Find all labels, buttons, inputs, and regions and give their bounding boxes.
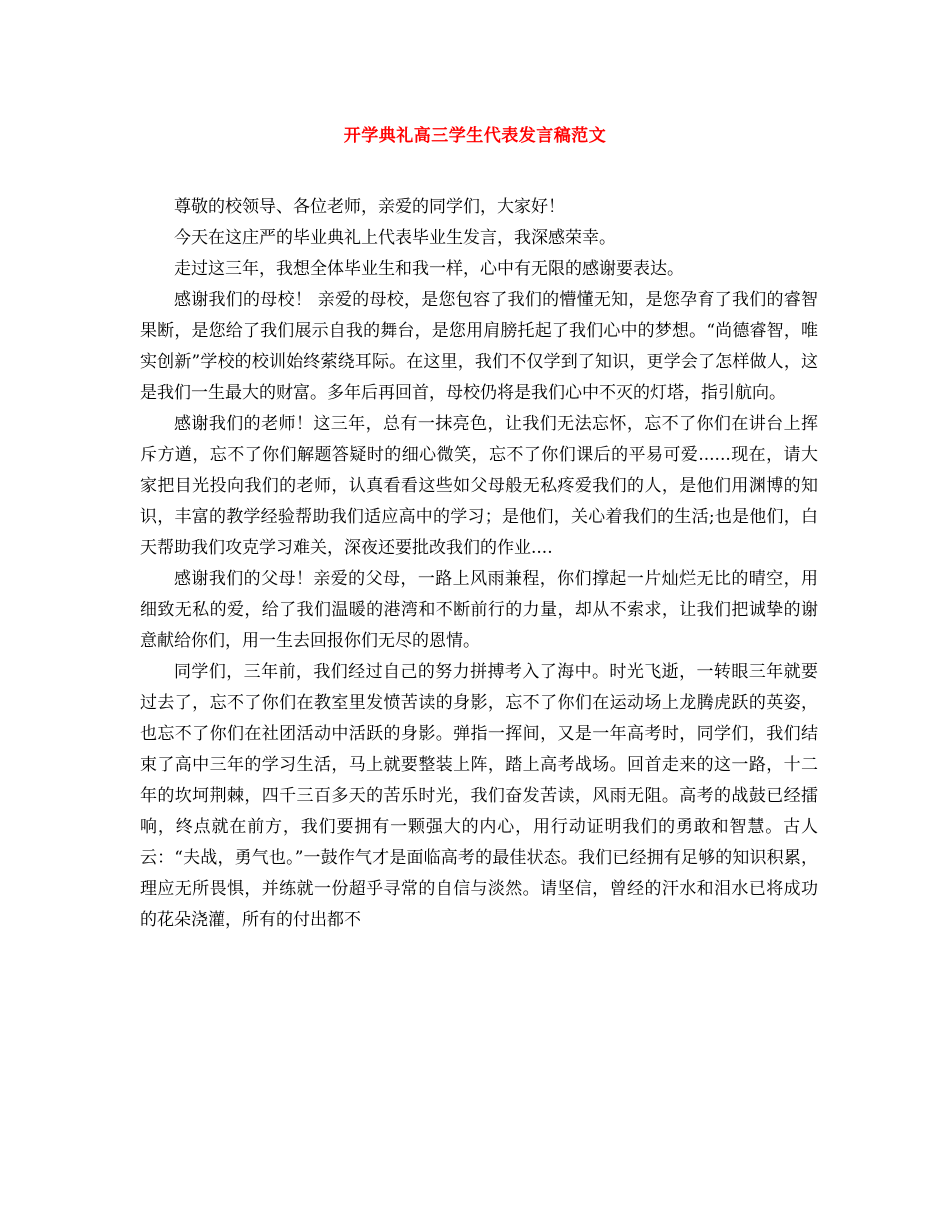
paragraph-greeting: 尊敬的校领导、各位老师，亲爱的同学们，大家好！	[174, 197, 565, 217]
paragraph-classmates: 同学们，三年前，我们经过自己的努力拼搏考入了海中。时光飞逝，一转眼三年就要过去了，忘不了你们在教室里发愤苦读的身影，忘不了你们在运动场上龙腾虎跃的英姿，也忘不了你们在社团活动中活跃的身影。弹指一挥间，又是一年高考时，同学们，我们结束了高中三年的学习生活，马上就要整装上阵，踏上高考战场。回首走来的这一路，十二年的坎坷荆棘，四千三百多天的苦乐时光，我们奋发苦读，风雨无阻。高考的战鼓已经擂响，终点就在前方，我们要拥有一颗强大的内心，用行动证明我们的勇敢和智慧。古人云：“夫战，勇气也。”一鼓作气才是面临高考的最佳状态。我们已经拥有足够的知识积累，理应无所畏惧，并练就一份超乎寻常的自信与淡然。请坚信，曾经的汗水和泪水已将成功的花朵浇灌，所有的付出都不	[140, 662, 818, 930]
paragraph-honor: 今天在这庄严的毕业典礼上代表毕业生发言，我深感荣幸。	[174, 228, 616, 248]
document-title: 开学典礼高三学生代表发言稿范文	[343, 126, 607, 146]
paragraph-thank-teachers: 感谢我们的老师！这三年，总有一抹亮色，让我们无法忘怀，忘不了你们在讲台上挥斥方遒，忘不了你们解题答疑时的细心微笑，忘不了你们课后的平易可爱......现在，请大家把目光投向我们的老师，认真看看这些如父母般无私疼爱我们的人，是他们用渊博的知识，丰富的教学经验帮助我们适应高中的学习；是他们，关心着我们的生活;也是他们，白天帮助我们攻克学习难关，深夜还要批改我们的作业....	[140, 414, 818, 558]
document-body	[140, 192, 818, 936]
paragraph-thank-school: 感谢我们的母校！ 亲爱的母校，是您包容了我们的懵懂无知，是您孕育了我们的睿智果断，是您给了我们展示自我的舞台，是您用肩膀托起了我们心中的梦想。“尚德睿智，唯实创新”学校的校训始终萦绕耳际。在这里，我们不仅学到了知识，更学会了怎样做人，这是我们一生最大的财富。多年后再回首，母校仍将是我们心中不灭的灯塔，指引航向。	[140, 290, 818, 403]
paragraph-gratitude: 走过这三年，我想全体毕业生和我一样，心中有无限的感谢要表达。	[174, 259, 684, 279]
paragraph-thank-parents: 感谢我们的父母！亲爱的父母，一路上风雨兼程，你们撑起一片灿烂无比的晴空，用细致无私的爱，给了我们温暖的港湾和不断前行的力量，却从不索求，让我们把诚挚的谢意献给你们，用一生去回报你们无尽的恩情。	[140, 569, 818, 651]
